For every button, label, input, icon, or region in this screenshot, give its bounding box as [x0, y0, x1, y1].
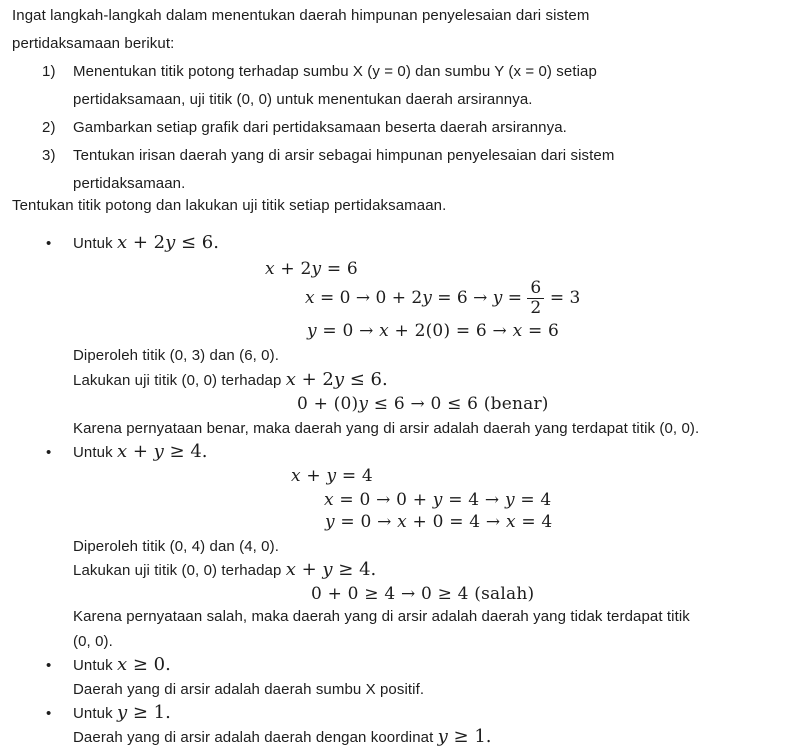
section2-equation-3: y = 0 → x + 0 = 4 → x = 4	[325, 512, 553, 532]
section3-heading-math: x ≥ 0.	[116, 654, 171, 675]
section4-heading-prefix: Untuk	[73, 705, 117, 722]
section2-equation-1: x + y = 4	[291, 466, 373, 486]
section1-heading-math: x + 2y ≤ 6.	[116, 232, 219, 253]
section2-test-text-prefix: Lakukan uji titik (0, 0) terhadap	[73, 562, 286, 579]
step-1-number: 1)	[42, 63, 56, 80]
section2-test-text	[73, 560, 376, 581]
section4-heading-math: y ≥ 1.	[116, 702, 171, 723]
bullet-icon: •	[46, 657, 52, 674]
section3-conclusion-text: Daerah yang di arsir adalah daerah sumbu X positif.	[73, 681, 425, 698]
section1-test-text	[73, 370, 388, 391]
section2-heading-math: x + y ≥ 4.	[116, 441, 208, 462]
section3-heading-prefix: Untuk	[73, 657, 117, 674]
section2-heading-prefix: Untuk	[73, 444, 117, 461]
section3-heading	[73, 655, 171, 676]
section4-conclusion-prefix: Daerah yang di arsir adalah daerah dengan koordinat	[73, 729, 438, 746]
section2-equation-2: x = 0 → 0 + y = 4 → y = 4	[324, 490, 552, 510]
step-1-line-1: Menentukan titik potong terhadap sumbu X (y = 0) dan sumbu Y (x = 0) setiap	[73, 63, 597, 80]
bullet-icon: •	[46, 235, 52, 252]
section1-equation-3: y = 0 → x + 2(0) = 6 → x = 6	[307, 321, 560, 341]
step-1-line-2: pertidaksamaan, uji titik (0, 0) untuk menentukan daerah arsirannya.	[73, 91, 533, 108]
step-2-line-1: Gambarkan setiap grafik dari pertidaksamaan beserta daerah arsirannya.	[73, 119, 567, 136]
bullet-icon: •	[46, 705, 52, 722]
section1-heading	[73, 233, 219, 254]
fraction-denominator: 2	[530, 298, 542, 318]
fraction-six-over-two	[527, 279, 544, 318]
bullet-icon: •	[46, 444, 52, 461]
fraction-numerator: 6	[527, 279, 544, 299]
section1-test-text-math: x + 2y ≤ 6.	[285, 369, 388, 390]
instruction-paragraph: Tentukan titik potong dan lakukan uji titik setiap pertidaksamaan.	[12, 197, 447, 214]
intro-line-2: pertidaksamaan berikut:	[12, 35, 175, 52]
section1-equation-2	[305, 277, 580, 319]
section2-heading	[73, 442, 208, 463]
section1-equation-4: 0 + (0)y ≤ 6 → 0 ≤ 6 (benar)	[297, 394, 549, 414]
step-3-line-2: pertidaksamaan.	[73, 175, 186, 192]
section1-points-text: Diperoleh titik (0, 3) dan (6, 0).	[73, 347, 279, 364]
step-2-number: 2)	[42, 119, 56, 136]
intro-line-1: Ingat langkah-langkah dalam menentukan daerah himpunan penyelesaian dari sistem	[12, 7, 590, 24]
section2-points-text: Diperoleh titik (0, 4) dan (4, 0).	[73, 538, 279, 555]
step-3-line-1: Tentukan irisan daerah yang di arsir sebagai himpunan penyelesaian dari sistem	[73, 147, 615, 164]
section2-equation-4: 0 + 0 ≥ 4 → 0 ≥ 4 (salah)	[311, 584, 535, 604]
section1-test-text-prefix: Lakukan uji titik (0, 0) terhadap	[73, 372, 286, 389]
section1-conclusion-text: Karena pernyataan benar, maka daerah yang di arsir adalah daerah yang terdapat titik (0, 0).	[73, 420, 700, 437]
section1-equation-1: x + 2y = 6	[265, 259, 358, 279]
section1-equation-2-right: = 3	[544, 288, 581, 308]
section1-heading-prefix: Untuk	[73, 235, 117, 252]
section4-heading	[73, 703, 171, 724]
section4-conclusion-math: y ≥ 1.	[437, 726, 492, 747]
section2-conclusion-line-1: Karena pernyataan salah, maka daerah yang di arsir adalah daerah yang tidak terdapat titik	[73, 608, 690, 625]
step-3-number: 3)	[42, 147, 56, 164]
section4-conclusion-text	[73, 727, 492, 748]
section2-test-text-math: x + y ≥ 4.	[285, 559, 377, 580]
section2-conclusion-line-2: (0, 0).	[73, 633, 113, 650]
section1-equation-2-left: x = 0 → 0 + 2y = 6 → y =	[305, 288, 528, 308]
